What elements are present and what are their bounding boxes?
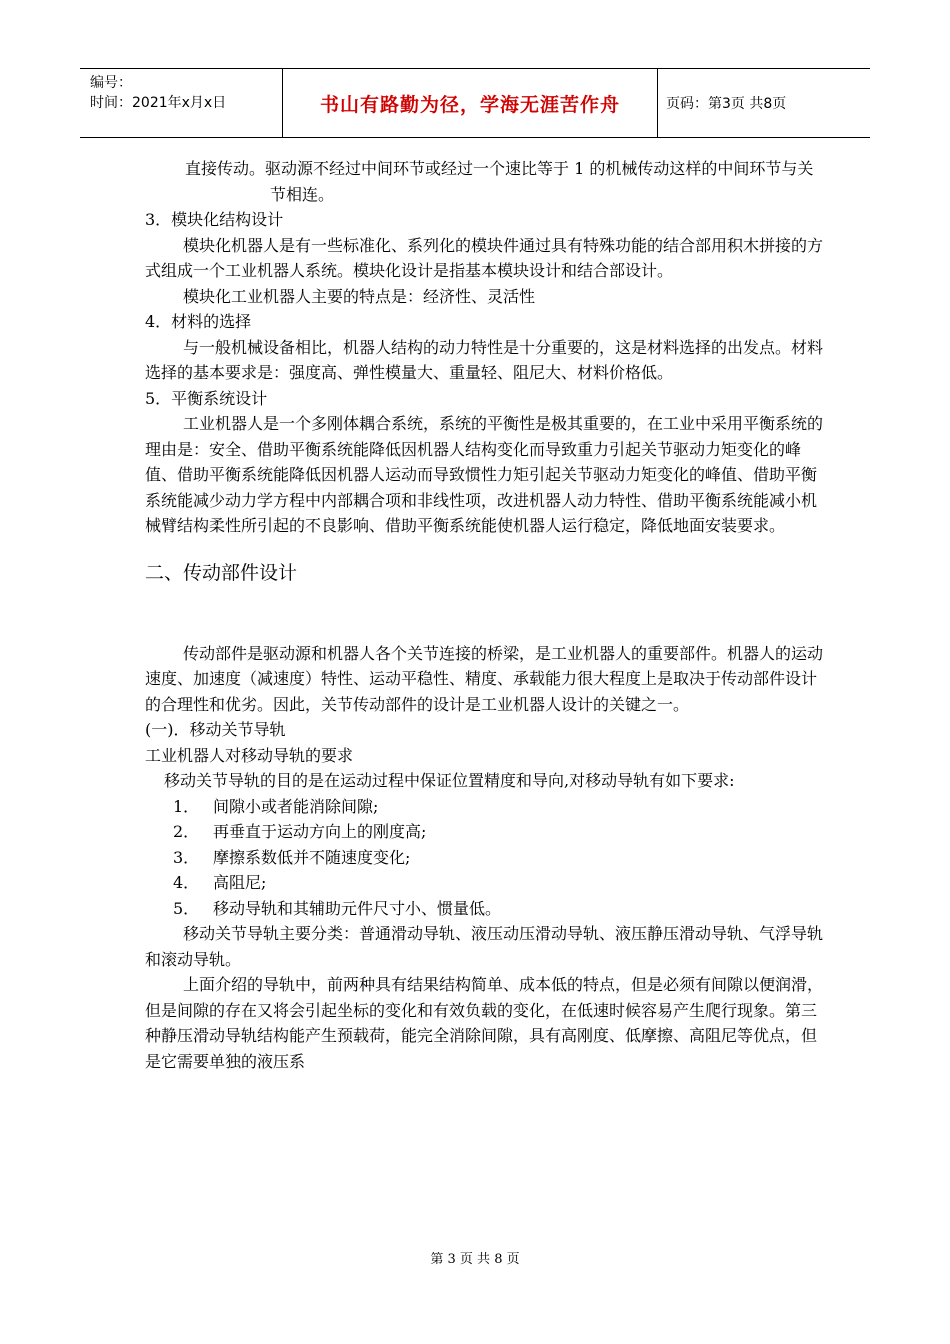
paragraph: 传动部件是驱动源和机器人各个关节连接的桥梁，是工业机器人的重要部件。机器人的运动速度、加速度（减速度）特性、运动平稳性、精度、承载能力很大程度上是取决于传动部件设计的合理性和优劣。因此，关节传动部件的设计是工业机器人设计的关键之一。: [145, 643, 824, 714]
list-number: 4．: [173, 873, 200, 892]
subheading: 3．模块化结构设计: [145, 210, 284, 229]
list-item: [145, 845, 825, 871]
document-body: [145, 156, 825, 1074]
paragraph: 与一般机械设备相比，机器人结构的动力特性是十分重要的，这是材料选择的出发点。材料选择的基本要求是：强度高、弹性模量大、重量轻、阻尼大、材料价格低。: [145, 337, 824, 382]
list-number: 2．: [173, 822, 200, 841]
paragraph: 模块化机器人是有一些标准化、系列化的模块件通过具有特殊功能的结合部用积木拼接的方式组成一个工业机器人系统。模块化设计是指基本模块设计和结合部设计。: [145, 235, 824, 280]
paragraph: 直接传动。驱动源不经过中间环节或经过一个速比等于 1 的机械传动这样的中间环节与关节相连。: [185, 159, 814, 204]
paragraph: 上面介绍的导轨中，前两种具有结果结构简单、成本低的特点，但是必须有间隙以便润滑，但是间隙的存在又将会引起坐标的变化和有效负载的变化，在低速时候容易产生爬行现象。第三种静压滑动导轨结构能产生预载荷，能完全消除间隙，具有高刚度、低摩擦、高阻尼等优点，但是它需要单独的液压系: [145, 975, 824, 1071]
list-text: 摩擦系数低并不随速度变化;: [213, 847, 411, 867]
subheading: 4．材料的选择: [145, 312, 252, 331]
list-item: [145, 794, 825, 820]
list-number: 5．: [173, 898, 200, 918]
page-footer: 第 3 页 共 8 页: [430, 1252, 520, 1267]
doc-number-label: 编号：: [90, 75, 132, 91]
page-header: [80, 68, 870, 138]
header-page-label: 页码：第3页 共8页: [666, 96, 787, 112]
list-text: 移动导轨和其辅助元件尺寸小、惯量低。: [213, 898, 502, 918]
paragraph: 移动关节导轨的目的是在运动过程中保证位置精度和导向,对移动导轨有如下要求:: [164, 771, 735, 790]
list-item: [145, 870, 825, 896]
list-text: 间隙小或者能消除间隙;: [213, 796, 379, 816]
section-heading: 二、传动部件设计: [145, 561, 298, 584]
doc-time-label: 时间：2021年x月x日: [90, 95, 227, 111]
subheading-title: 工业机器人对移动导轨的要求: [145, 745, 354, 765]
list-number: 3．: [173, 847, 200, 867]
subheading: 5．平衡系统设计: [145, 388, 268, 408]
subheading: (一)．移动关节导轨: [145, 720, 286, 739]
header-meta: [80, 69, 283, 137]
list-text: 再垂直于运动方向上的刚度高;: [213, 822, 427, 841]
list-item: [145, 896, 825, 922]
paragraph: 工业机器人是一个多刚体耦合系统，系统的平衡性是极其重要的，在工业中采用平衡系统的理由是：安全、借助平衡系统能降低因机器人结构变化而导致重力引起关节驱动力矩变化的峰值、借助平衡系统能降低因机器人运动而导致惯性力矩引起关节驱动力矩变化的峰值、借助平衡系统能减少动力学方程中内部耦合项和非线性项，改进机器人动力特性、借助平衡系统能减小机械臂结构柔性所引起的不良影响、借助平衡系统能使机器人运行稳定，降低地面安装要求。: [145, 414, 824, 535]
list-item: [145, 819, 825, 845]
paragraph: 移动关节导轨主要分类：普通滑动导轨、液压动压滑动导轨、液压静压滑动导轨、气浮导轨和滚动导轨。: [145, 924, 824, 969]
list-number: 1．: [173, 796, 200, 816]
header-motto: 书山有路勤为径，学海无涯苦作舟: [283, 69, 658, 137]
paragraph: 模块化工业机器人主要的特点是：经济性、灵活性: [183, 286, 536, 306]
list-text: 高阻尼;: [213, 873, 267, 892]
